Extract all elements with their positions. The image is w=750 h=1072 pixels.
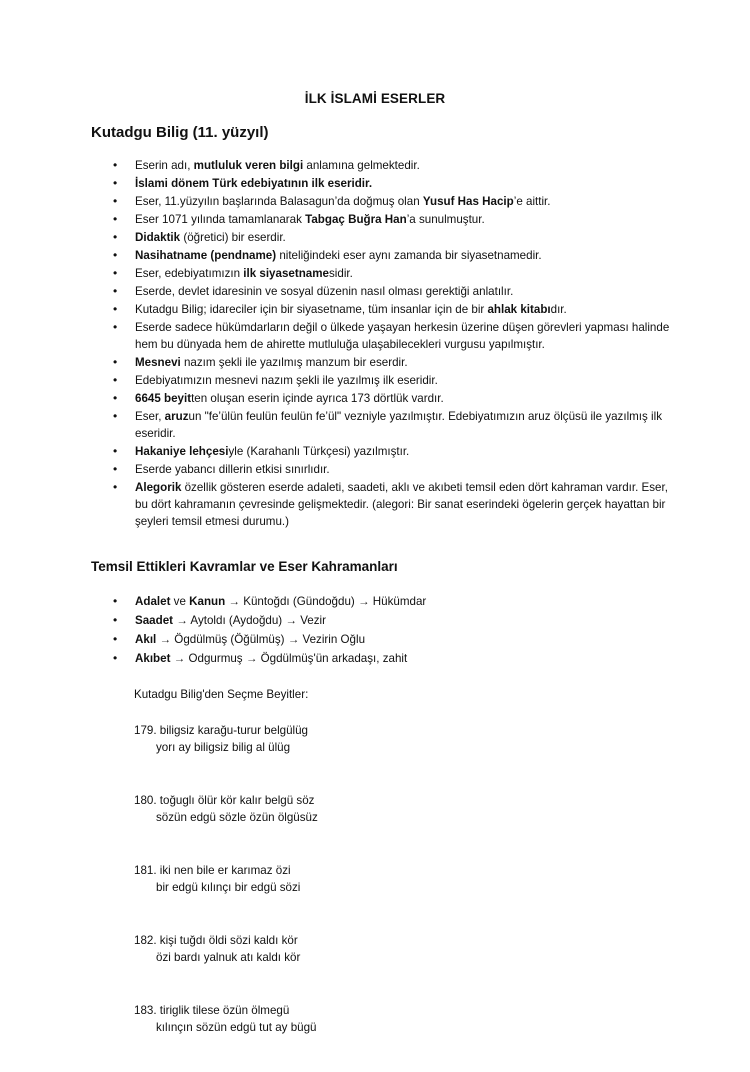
couplets-intro: Kutadgu Bilig'den Seçme Beyitler: — [134, 688, 309, 701]
list-item: • Didaktik (öğretici) bir eserdir. — [113, 229, 673, 246]
list-item: • Akıl → Ögdülmüş (Öğülmüş) → Vezirin Oğlu — [113, 631, 673, 648]
kutadgu-bilig-features-list — [113, 157, 673, 530]
list-item: • Saadet → Aytoldı (Aydoğdu) → Vezir — [113, 612, 673, 629]
couplet — [134, 862, 318, 896]
couplet-line-1: 182. kişi tuğdı öldi sözi kaldı kör — [134, 934, 298, 947]
couplet-line-2: özi bardı yalnuk atı kaldı kör — [156, 951, 301, 964]
list-item: • Eser, edebiyatımızın ilk siyasetnamesidir. — [113, 265, 673, 282]
list-item: • Kutadgu Bilig; idareciler için bir siyasetname, tüm insanlar için de bir ahlak kitabıdır. — [113, 301, 673, 318]
section-heading-kutadgu-bilig: Kutadgu Bilig (11. yüzyıl) — [91, 124, 269, 141]
list-item: • Eserde yabancı dillerin etkisi sınırlıdır. — [113, 461, 673, 478]
list-item: • Eser, aruzun "fe’ülün feulün feulün fe’ül" vezniyle yazılmıştır. Edebiyatımızın aruz ölçüsü ile yazılmış ilk eseridir. — [113, 408, 673, 442]
couplet-line-2: bir edgü kılınçı bir edgü sözi — [156, 881, 301, 894]
couplet — [134, 1002, 318, 1036]
list-item: • Eserde, devlet idaresinin ve sosyal düzenin nasıl olması gerektiği anlatılır. — [113, 283, 673, 300]
list-item: • Akıbet → Odgurmuş → Ögdülmüş'ün arkadaşı, zahit — [113, 650, 673, 667]
couplet-line-1: 183. tiriglik tilese özün ölmegü — [134, 1004, 290, 1017]
list-item: • Eserde sadece hükümdarların değil o ülkede yaşayan herkesin üzerine düşen görevleri yapması halinde hem bu dünyada hem de ahirette mutluluğa ulaşabilecekleri vurgusu yapılmıştır. — [113, 319, 673, 353]
couplet-line-2: yorı ay biligsiz bilig al ülüg — [156, 741, 291, 754]
couplet-line-1: 180. toğuglı ölür kör kalır belgü söz — [134, 794, 315, 807]
list-item: • Mesnevi nazım şekli ile yazılmış manzum bir eserdir. — [113, 354, 673, 371]
list-item: • Hakaniye lehçesiyle (Karahanlı Türkçesi) yazılmıştır. — [113, 443, 673, 460]
characters-list — [113, 593, 673, 667]
couplet — [134, 932, 318, 966]
list-item: • Eser 1071 yılında tamamlanarak Tabgaç Buğra Han’a sunulmuştur. — [113, 211, 673, 228]
page-title: İLK İSLAMİ ESERLER — [304, 91, 446, 106]
list-item: • Edebiyatımızın mesnevi nazım şekli ile yazılmış ilk eseridir. — [113, 372, 673, 389]
couplet — [134, 792, 318, 826]
list-item: • Eser, 11.yüzyılın başlarında Balasagun’da doğmuş olan Yusuf Has Hacip’e aittir. — [113, 193, 673, 210]
list-item: • 6645 beyitten oluşan eserin içinde ayrıca 173 dörtlük vardır. — [113, 390, 673, 407]
selected-couplets — [134, 686, 318, 1072]
list-item: • İslami dönem Türk edebiyatının ilk eseridir. — [113, 175, 673, 192]
list-item: • Nasihatname (pendname) niteliğindeki eser aynı zamanda bir siyasetnamedir. — [113, 247, 673, 264]
couplet-line-2: sözün edgü sözle özün ölgüsüz — [156, 811, 318, 824]
list-item: • Eserin adı, mutluluk veren bilgi anlamına gelmektedir. — [113, 157, 673, 174]
couplet-line-2: kılınçın sözün edgü tut ay bügü — [156, 1021, 317, 1034]
list-item: • Alegorik özellik gösteren eserde adaleti, saadeti, aklı ve akıbeti temsil eden dört kahraman vardır. Eser, bu dört kahramanın çevresinde gelişmektedir. (alegori: Bir sanat eserindeki ögelerin gerçek hayattan bir şeyleri temsil etmesi durumu.) — [113, 479, 673, 530]
couplet-line-1: 179. biligsiz karağu-turur belgülüg — [134, 724, 309, 737]
couplet — [134, 722, 318, 756]
list-item: • Adalet ve Kanun → Küntoğdı (Gündoğdu) → Hükümdar — [113, 593, 673, 610]
section-heading-characters: Temsil Ettikleri Kavramlar ve Eser Kahramanları — [91, 559, 398, 574]
couplet-line-1: 181. iki nen bile er karımaz özi — [134, 864, 291, 877]
